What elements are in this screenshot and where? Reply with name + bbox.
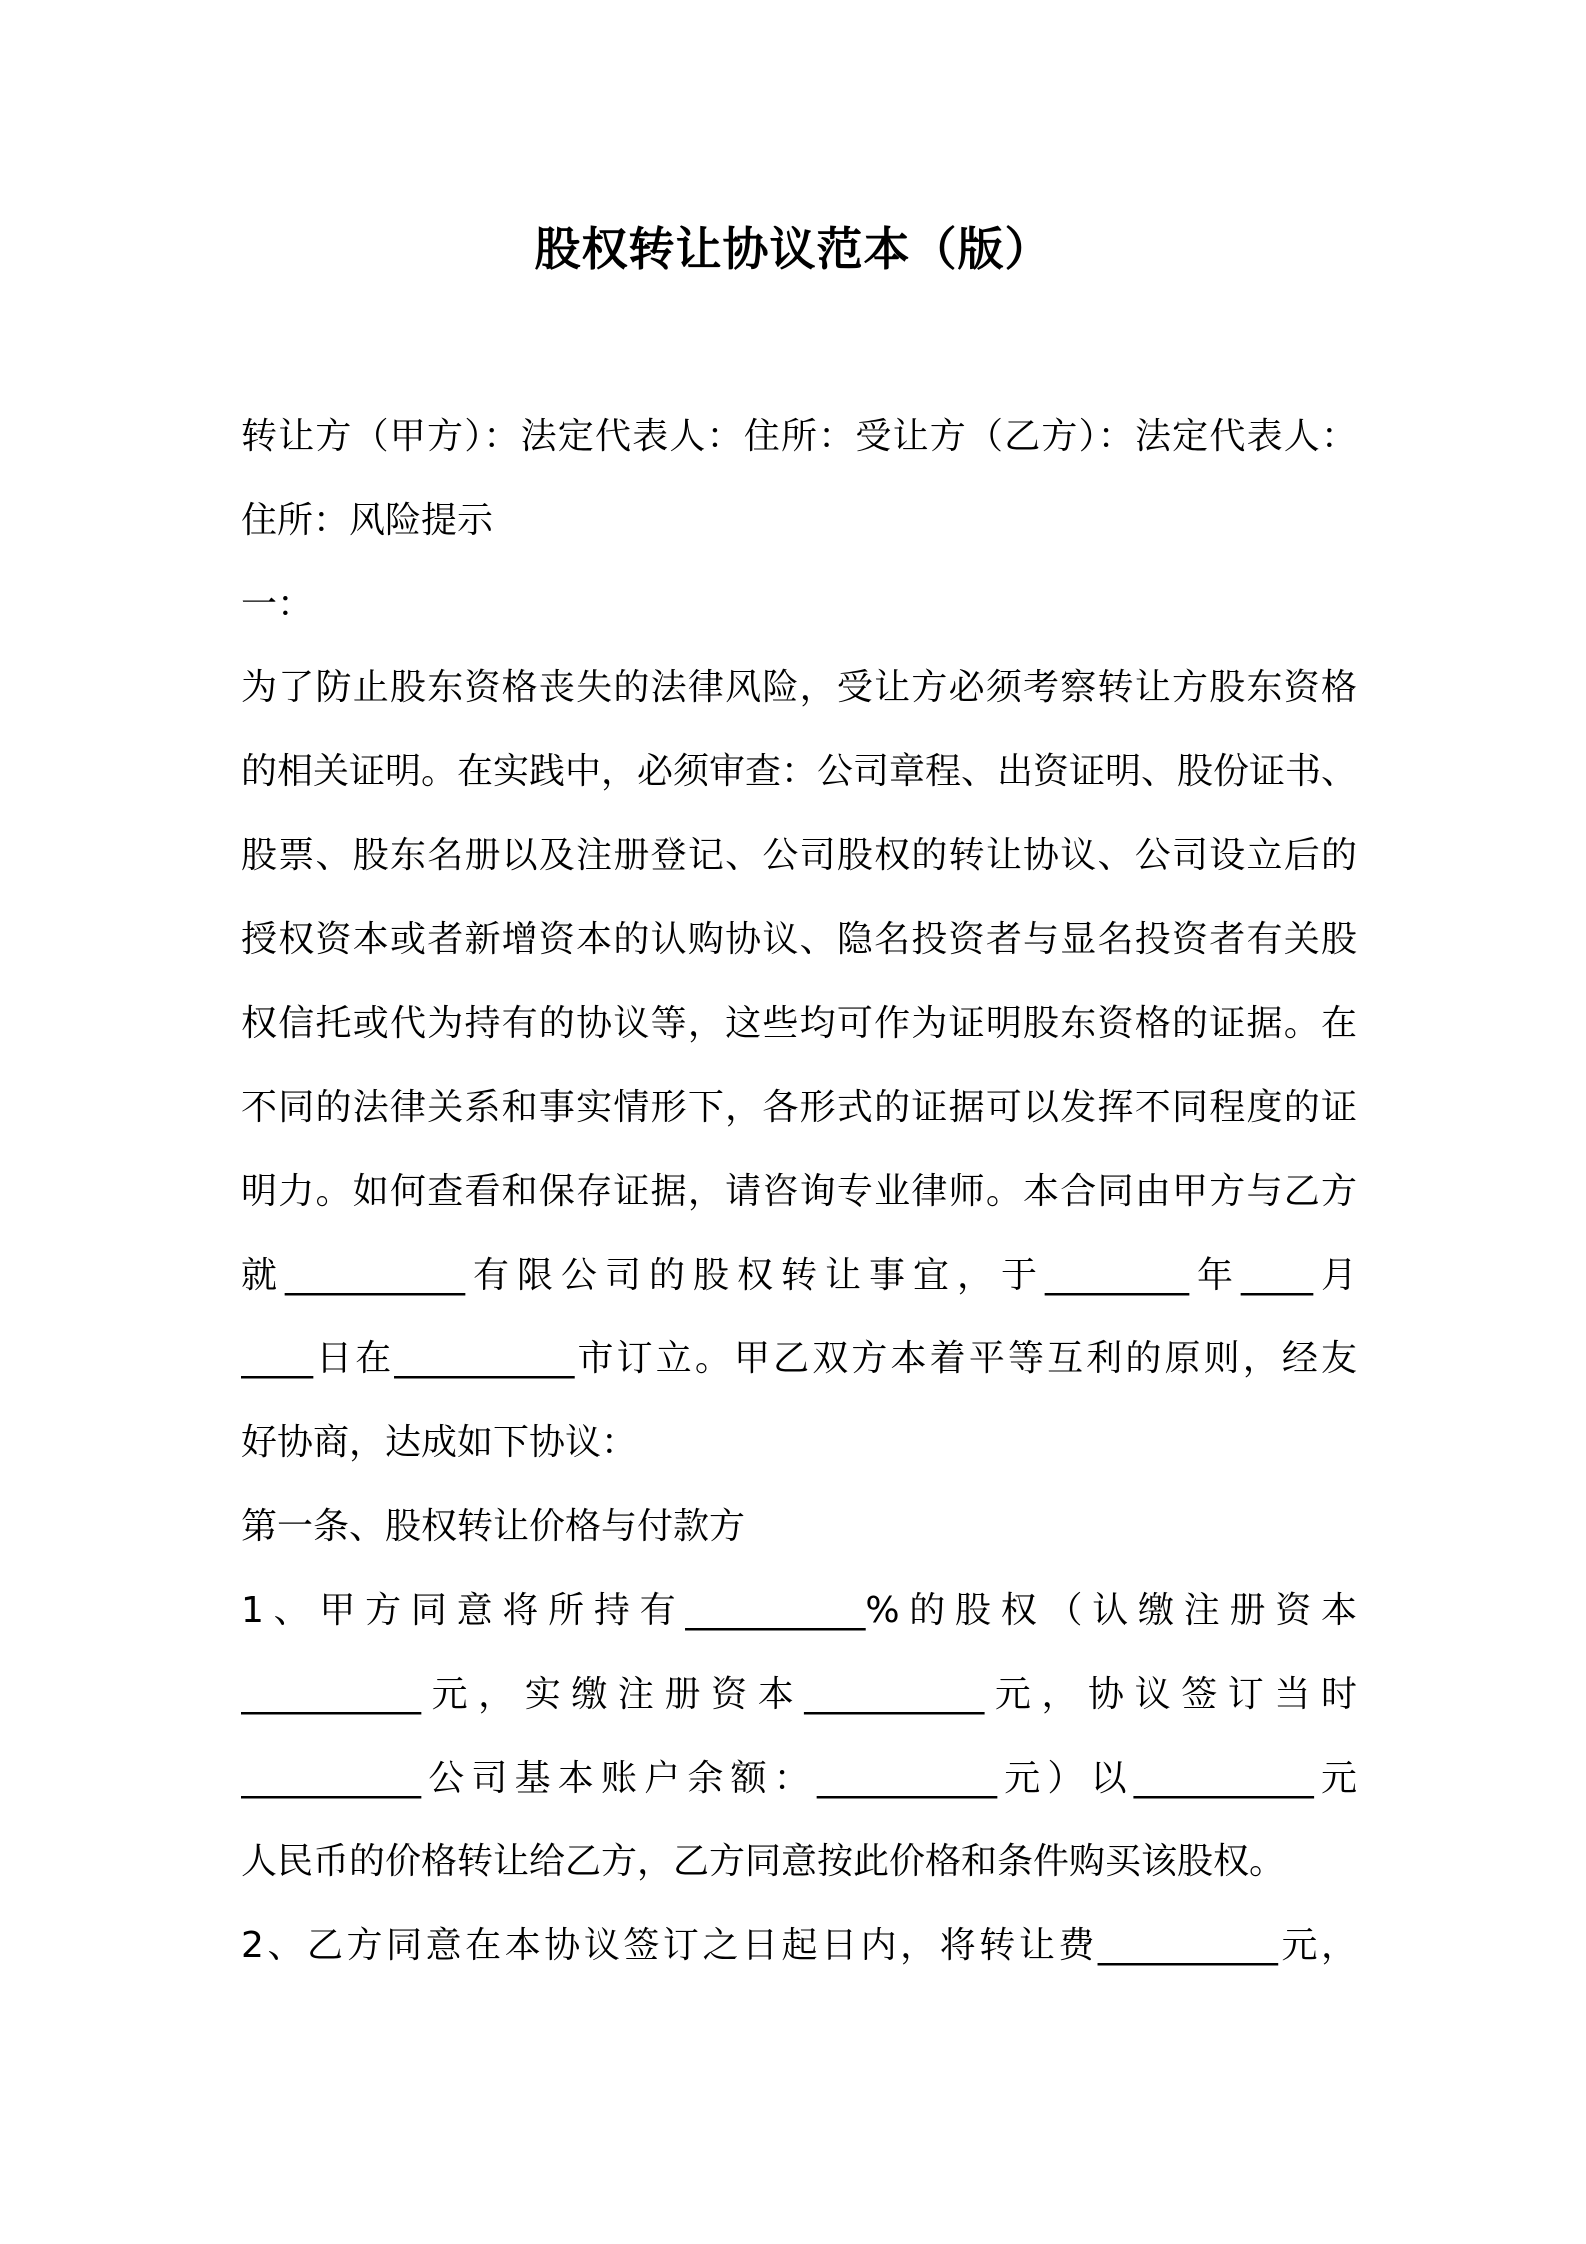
text-line: 住所：风险提示 xyxy=(241,500,494,541)
text-line: 转让方（甲方）：法定代表人：住所：受让方（乙方）：法定代表人： xyxy=(241,416,1357,457)
text-line: 授权资本或者新增资本的认购协议、隐名投资者与显名投资者有关股 xyxy=(241,919,1357,960)
text-line: 一： xyxy=(241,584,314,625)
text-line: 1、甲方同意将所持有__________%的股权（认缴注册资本 xyxy=(241,1590,1357,1631)
document-title: 股权转让协议范本（版） xyxy=(534,222,1052,276)
text-line: 不同的法律关系和事实情形下，各形式的证据可以发挥不同程度的证 xyxy=(241,1087,1357,1128)
text-line: 股票、股东名册以及注册登记、公司股权的转让协议、公司设立后的 xyxy=(241,835,1357,876)
text-line: __________元，实缴注册资本__________元，协议签订当时 xyxy=(241,1674,1357,1715)
text-line: 权信托或代为持有的协议等，这些均可作为证明股东资格的证据。在 xyxy=(241,1003,1357,1044)
section-heading: 第一条、股权转让价格与付款方 xyxy=(241,1506,746,1547)
text-line: 2、乙方同意在本协议签订之日起日内，将转让费__________元， xyxy=(241,1925,1357,1966)
text-line: 明力。如何查看和保存证据，请咨询专业律师。本合同由甲方与乙方 xyxy=(241,1171,1357,1212)
text-line: 为了防止股东资格丧失的法律风险，受让方必须考察转让方股东资格 xyxy=(241,667,1357,708)
text-line: 的相关证明。在实践中，必须审查：公司章程、出资证明、股份证书、 xyxy=(241,751,1357,792)
text-line: 就__________有限公司的股权转让事宜，于________年____月 xyxy=(241,1255,1357,1296)
text-line: 人民币的价格转让给乙方，乙方同意按此价格和条件购买该股权。 xyxy=(241,1841,1286,1882)
text-line: 好协商，达成如下协议： xyxy=(241,1422,638,1463)
text-line: ____日在__________市订立。甲乙双方本着平等互利的原则，经友 xyxy=(241,1338,1357,1379)
text-line: __________公司基本账户余额：__________元）以__________元 xyxy=(241,1758,1357,1799)
